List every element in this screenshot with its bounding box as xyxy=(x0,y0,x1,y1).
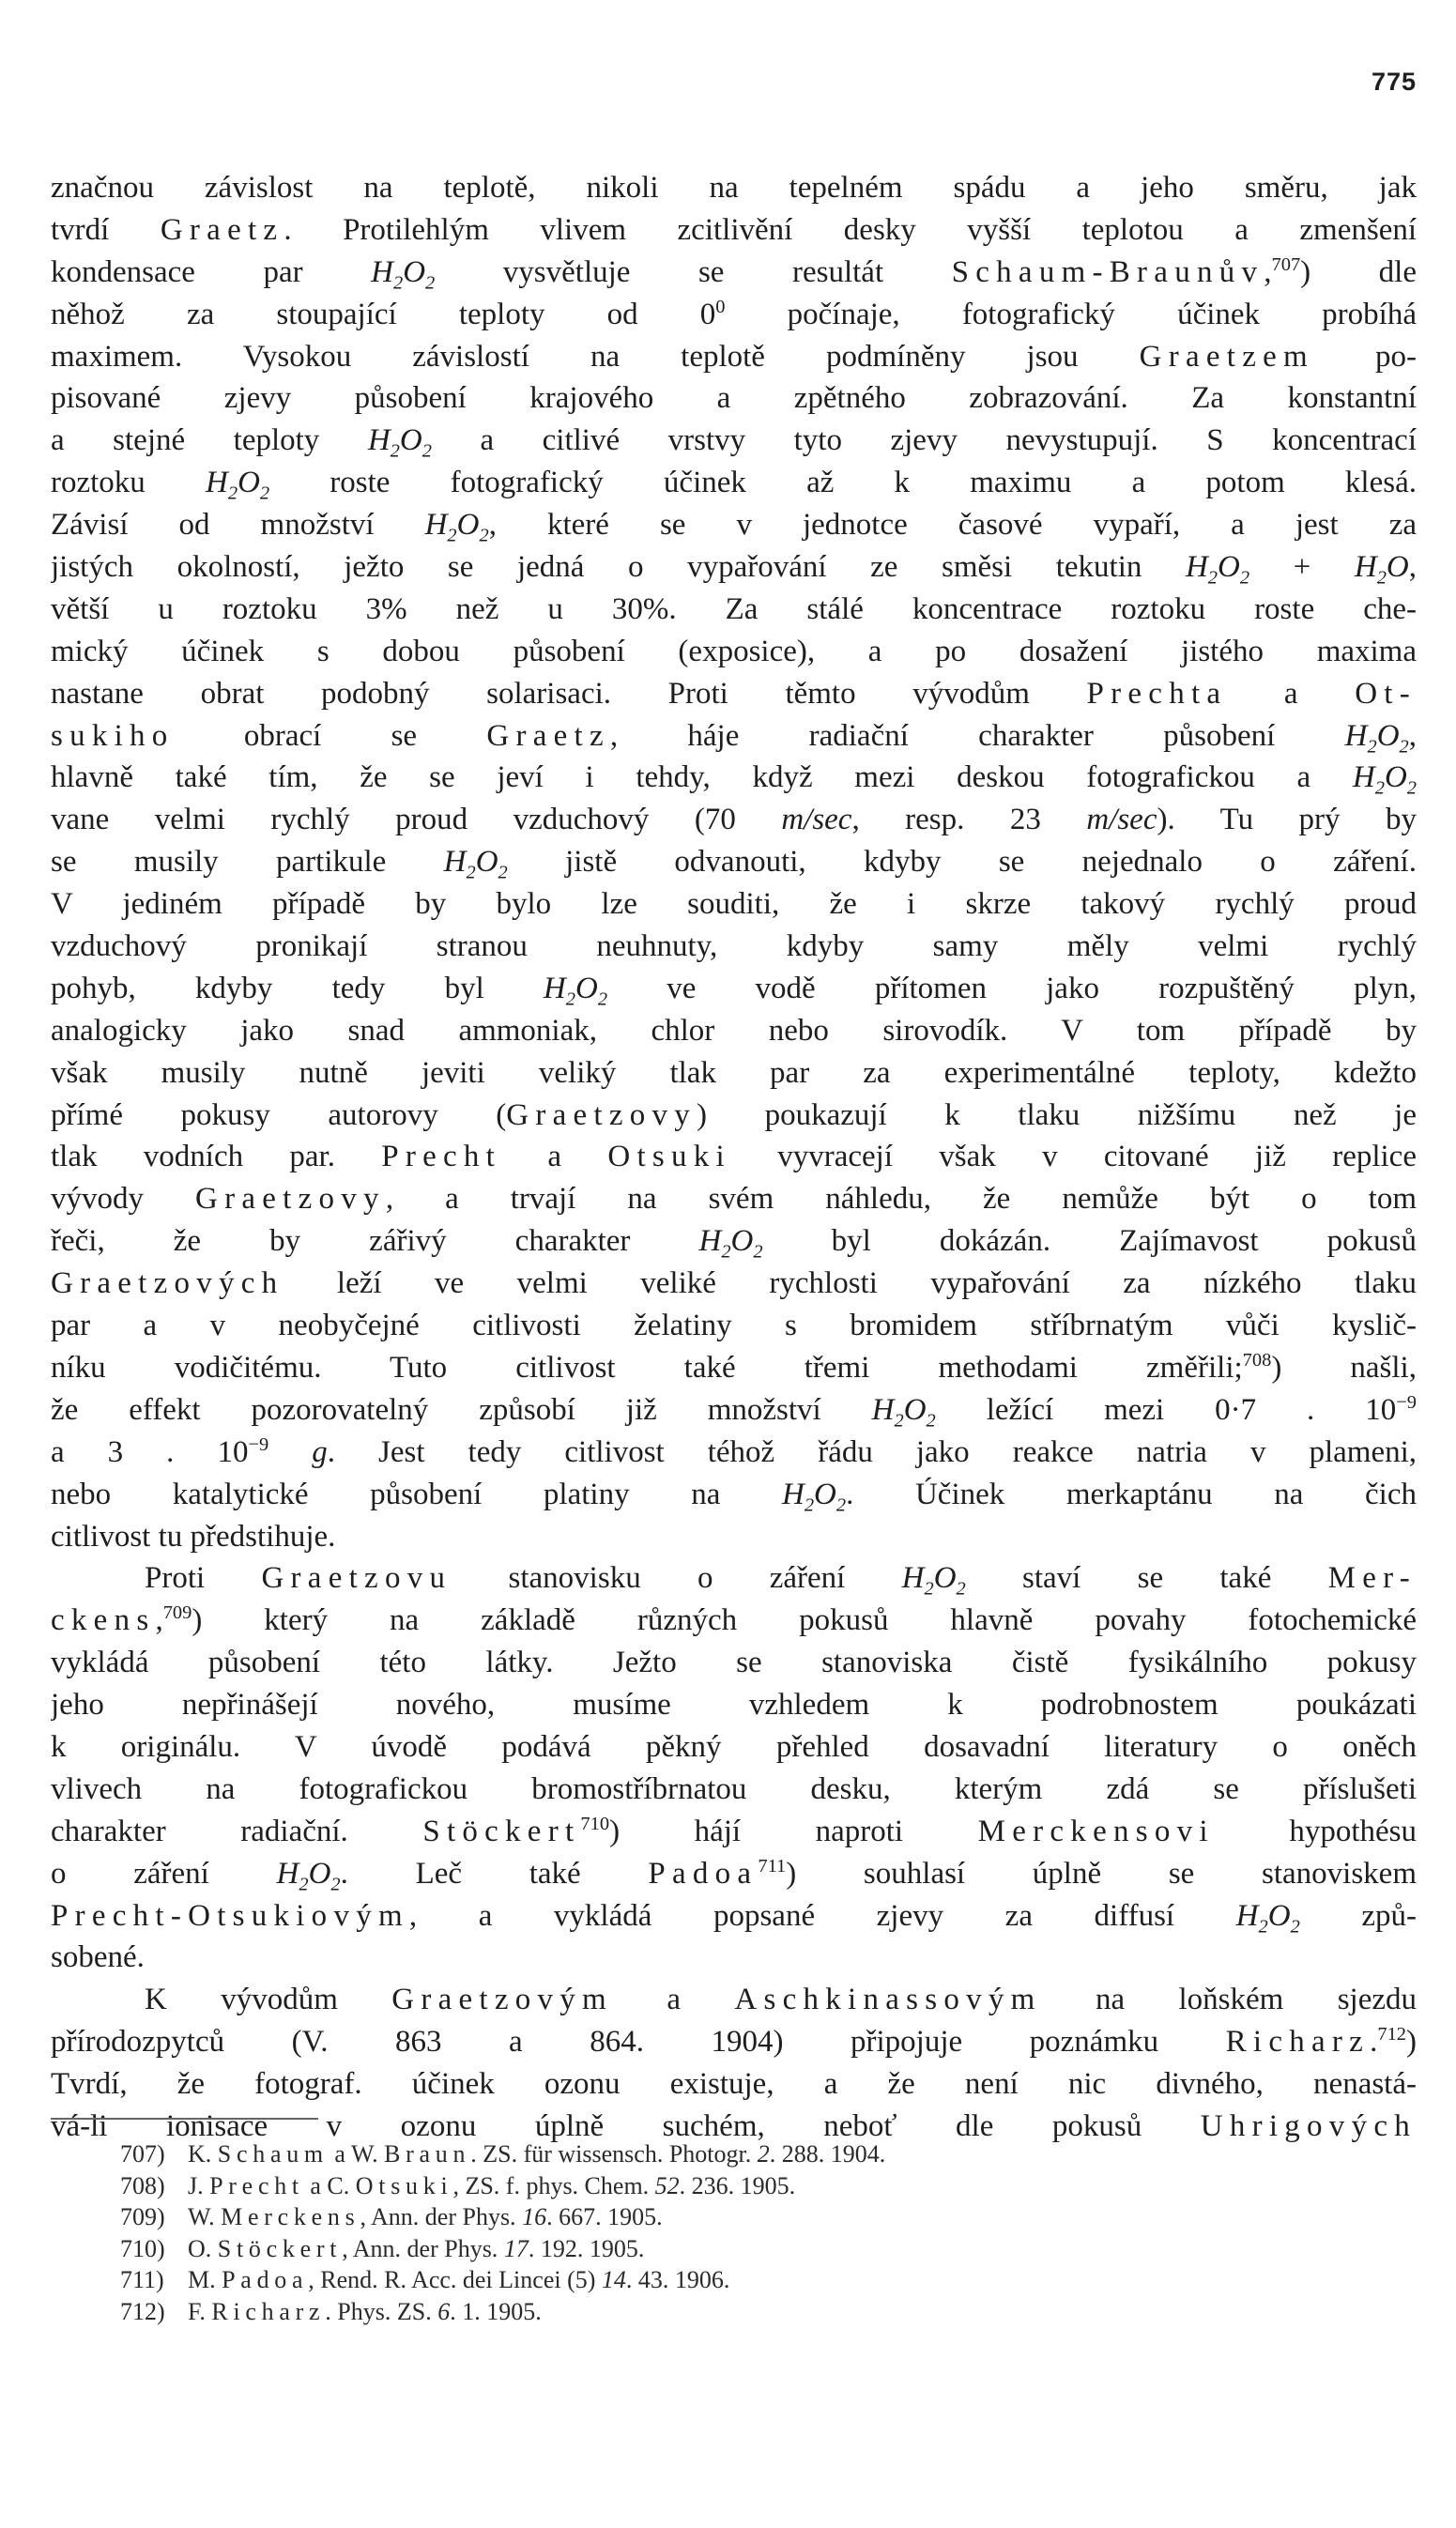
text-line: nastane obrat podobný solarisaci. Proti těmto vývodům Prechta a Ot- xyxy=(51,676,1417,711)
text-line: Závisí od množství $H_2O_2$, které se v jednotce časové vypaří, a jest za xyxy=(51,508,1417,546)
text-line: o záření $H_2O_2$. Leč také Padoa$^{711}$) souhlasí úplně se stanoviskem xyxy=(51,1855,1417,1895)
footnote xyxy=(120,2264,1341,2296)
text-line: jistých okolností, ježto se jedná o vypařování ze směsi tekutin $H_2O_2 + H_2O$, xyxy=(51,550,1417,589)
text-line: větší u roztoku 3% než u 30%. Za stálé koncentrace roztoku roste che- xyxy=(51,591,1417,626)
text-line: vá-li ionisace v ozonu úplně suchém, neboť dle pokusů Uhrigových xyxy=(51,2108,1417,2143)
text-line: mický účinek s dobou působení (exposice), a po dosažení jistého maxima xyxy=(51,634,1417,668)
text-line: Precht-Otsukiovým, a vykládá popsané zjevy za diffusí $H_2O_2$ způ- xyxy=(51,1898,1417,1938)
text-line: k originálu. V úvodě podává pěkný přehled dosavadní literatury o oněch xyxy=(51,1729,1417,1764)
text-line: jeho nepřinášejí nového, musíme vzhledem k podrobnostem poukázati xyxy=(51,1688,1417,1723)
text-line: K vývodům Graetzovým a Aschkinassovým na loňském sjezdu xyxy=(145,1983,1417,2017)
text-line: pohyb, kdyby tedy byl $H_2O_2$ ve vodě přítomen jako rozpuštěný plyn, xyxy=(51,971,1417,1010)
footnote-mark: 711) xyxy=(120,2266,164,2294)
text-line: však musily nutně jeviti veliký tlak par za experimentálné teploty, kdežto xyxy=(51,1055,1417,1090)
text-line: roztoku $H_2O_2$ roste fotografický účinek až k maximu a potom klesá. xyxy=(51,466,1417,504)
text-line: Graetzových leží ve velmi veliké rychlosti vypařování za nízkého tlaku xyxy=(51,1266,1417,1301)
text-line: řeči, že by zářivý charakter $H_2O_2$ byl dokázán. Zajímavost pokusů xyxy=(51,1224,1417,1263)
text-line: vývody Graetzovy, a trvají na svém náhledu, že nemůže být o tom xyxy=(51,1182,1417,1217)
text-line: ckens,$^{709}$) který na základě různých pokusů hlavně povahy fotochemické xyxy=(51,1602,1417,1638)
text-line: pisované zjevy působení krajového a zpětného zobrazování. Za konstantní xyxy=(51,381,1417,416)
text-line: citlivost tu předstihuje. xyxy=(51,1519,336,1554)
page-number: 775 xyxy=(1371,68,1417,96)
body-text xyxy=(51,167,1417,2148)
footnote xyxy=(120,2201,1341,2233)
text-line: značnou závislost na teplotě, nikoli na tepelném spádu a jeho směru, jak xyxy=(51,171,1417,205)
footnote xyxy=(120,2170,1341,2202)
text-line: hlavně také tím, že se jeví i tehdy, když mezi deskou fotografickou a $H_2O_2$ xyxy=(51,760,1417,800)
text-line: par a v neobyčejné citlivosti želatiny s bromidem stříbrnatým vůči kyslič- xyxy=(51,1309,1417,1343)
text-line: nebo katalytické působení platiny na $H_2O_2$. Účinek merkaptánu na čich xyxy=(51,1477,1417,1516)
footnote-text: M. Padoa, Rend. R. Acc. dei Lincei (5) 14. 43. 1906. xyxy=(188,2266,730,2294)
text-line: něhož za stoupající teploty od $0^0$ počínaje, fotografický účinek probíhá xyxy=(51,296,1417,331)
text-line: vykládá působení této látky. Ježto se stanoviska čistě fysikálního pokusy xyxy=(51,1646,1417,1680)
footnote xyxy=(120,2296,1341,2328)
footnote-mark: 712) xyxy=(120,2297,165,2325)
text-line: že effekt pozorovatelný způsobí již množství $H_2O_2$ ležící mezi 0·7 . $10^{-9}$ xyxy=(51,1391,1417,1432)
text-line: tlak vodních par. Precht a Otsuki vyvracejí však v citované již replice xyxy=(51,1140,1417,1174)
text-line: maximem. Vysokou závislostí na teplotě podmíněny jsou Graetzem po- xyxy=(51,339,1417,374)
footnote xyxy=(120,2138,1341,2170)
text-line: přírodozpytců (V. 863 a 864. 1904) připojuje poznámku Richarz.$^{712}$) xyxy=(51,2024,1417,2060)
footnote-text: W. Merckens, Ann. der Phys. 16. 667. 1905. xyxy=(188,2203,663,2231)
text-line: Proti Graetzovu stanovisku o záření $H_2O_2$ staví se také Mer- xyxy=(145,1561,1417,1600)
text-line: analogicky jako snad ammoniak, chlor nebo sirovodík. V tom případě by xyxy=(51,1013,1417,1048)
text-line: a 3 . $10^{-9}$ g. Jest tedy citlivost téhož řádu jako reakce natria v plameni, xyxy=(51,1433,1417,1469)
text-line: charakter radiační. Stöckert$^{710}$) hájí naproti Merckensovi hypothésu xyxy=(51,1813,1417,1848)
footnote-mark: 707) xyxy=(120,2140,165,2168)
footnote-mark: 709) xyxy=(120,2203,165,2231)
footnote-mark: 708) xyxy=(120,2171,165,2199)
text-line: vzduchový pronikají stranou neuhnuty, kdyby samy měly velmi rychlý xyxy=(51,929,1417,964)
footnote-text: K. Schaum a W. Braun. ZS. für wissensch. Photogr. 2. 288. 1904. xyxy=(188,2140,886,2168)
text-line: se musily partikule $H_2O_2$ jistě odvanouti, kdyby se nejednalo o záření. xyxy=(51,845,1417,883)
text-line: Tvrdí, že fotograf. účinek ozonu existuje, a že není nic divného, nenastá- xyxy=(51,2067,1417,2102)
text-line: V jediném případě by bylo lze souditi, že i skrze takový rychlý proud xyxy=(51,887,1417,922)
text-line: níku vodičitému. Tuto citlivost také třemi methodami změřili;$^{708}$) našli, xyxy=(51,1349,1417,1385)
footnote-text: O. Stöckert, Ann. der Phys. 17. 192. 1905. xyxy=(188,2234,645,2262)
text-line: kondensace par $H_2O_2$ vysvětluje se resultát Schaum-Braunův,$^{707}$) dle xyxy=(51,253,1417,294)
text-line: vane velmi rychlý proud vzduchový (70 m/sec, resp. 23 m/sec). Tu prý by xyxy=(51,803,1417,837)
text-line: sukiho obrací se Graetz, háje radiační charakter působení $H_2O_2$, xyxy=(51,718,1417,758)
text-line: tvrdí Graetz. Protilehlým vlivem zcitlivění desky vyšší teplotou a zmenšení xyxy=(51,212,1417,247)
footnote-mark: 710) xyxy=(120,2234,165,2262)
text-line: vlivech na fotografickou bromostříbrnatou desku, kterým zdá se příslušeti xyxy=(51,1771,1417,1806)
text-line: a stejné teploty $H_2O_2$ a citlivé vrstvy tyto zjevy nevystupují. S koncentrací xyxy=(51,423,1417,462)
text-line: přímé pokusy autorovy (Graetzovy) poukazují k tlaku nižšímu než je xyxy=(51,1097,1417,1132)
footnotes xyxy=(120,2138,1341,2328)
text-line: sobené. xyxy=(51,1940,145,1975)
footnote xyxy=(120,2233,1341,2265)
footnote-text: J. Precht a C. Otsuki, ZS. f. phys. Chem. 52. 236. 1905. xyxy=(188,2171,796,2199)
footnote-text: F. Richarz. Phys. ZS. 6. 1. 1905. xyxy=(188,2297,542,2325)
footnote-divider xyxy=(51,2118,318,2120)
